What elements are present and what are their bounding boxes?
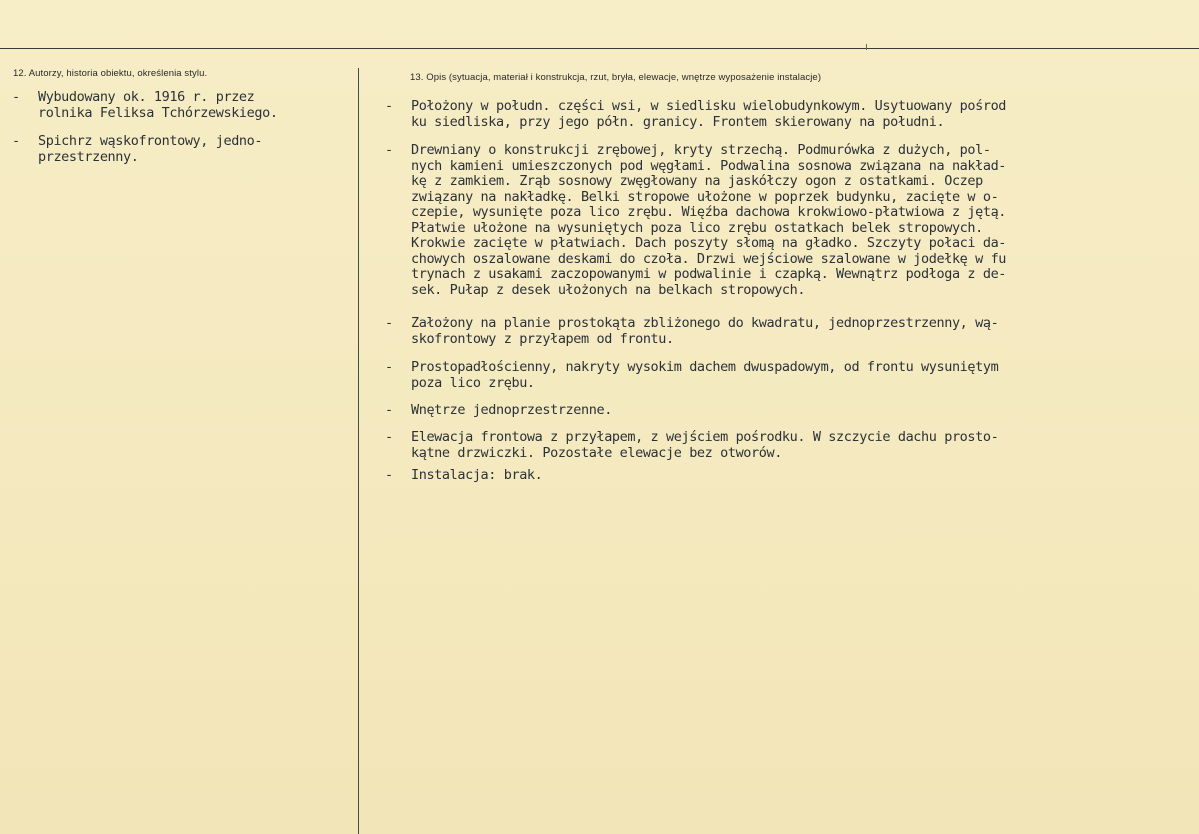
bullet-dash: - bbox=[385, 98, 393, 114]
right-list-item bbox=[385, 316, 998, 347]
item-text: Elewacja frontowa z przyłapem, z wejściem pośrodku. W szczycie dachu prosto- kątne drzwiczki. Pozostałe elewacje bez otworów. bbox=[411, 429, 999, 461]
bullet-dash: - bbox=[385, 315, 393, 331]
section-13-label: 13. Opis (sytuacja, materiał i konstrukcja, rzut, bryła, elewacje, wnętrze wyposażenie instalacje) bbox=[410, 72, 822, 83]
pencil-mark bbox=[866, 44, 867, 50]
right-list-item bbox=[385, 99, 1006, 130]
right-list-item bbox=[385, 360, 998, 391]
item-text: Instalacja: brak. bbox=[411, 467, 543, 483]
left-list-item bbox=[12, 90, 278, 121]
item-text: Założony na planie prostokąta zbliżonego do kwadratu, jednoprzestrzenny, wą- skofrontowy z przyłapem od frontu. bbox=[411, 315, 999, 347]
item-text: Wybudowany ok. 1916 r. przez rolnika Feliksa Tchórzewskiego. bbox=[38, 89, 278, 121]
right-list-item bbox=[385, 403, 612, 419]
right-list-item bbox=[385, 430, 998, 461]
column-divider bbox=[358, 68, 359, 834]
bullet-dash: - bbox=[385, 402, 393, 418]
top-rule bbox=[0, 48, 1199, 49]
item-text: Prostopadłościenny, nakryty wysokim dachem dwuspadowym, od frontu wysuniętym poza lico zrębu. bbox=[411, 359, 999, 391]
right-list-item bbox=[385, 468, 542, 484]
item-text: Spichrz wąskofrontowy, jedno- przestrzenny. bbox=[38, 133, 263, 165]
bullet-dash: - bbox=[385, 142, 393, 158]
bullet-dash: - bbox=[12, 133, 20, 149]
left-list-item bbox=[12, 134, 262, 165]
bullet-dash: - bbox=[385, 359, 393, 375]
item-text: Wnętrze jednoprzestrzenne. bbox=[411, 402, 612, 418]
bullet-dash: - bbox=[12, 89, 20, 105]
bullet-dash: - bbox=[385, 467, 393, 483]
item-text: Drewniany o konstrukcji zrębowej, kryty strzechą. Podmurówka z dużych, pol- nych kamieni umieszczonych pod węgłami. Podwalina sosnowa związana na nakład- kę z zamkiem. Zrąb sosnowy zwęgłowany na jaskółczy ogon z ostatkami. Oczep związany na nakładkę. Belki stropowe ułożone w poprzek budynku, zacięte w o- czepie, wysunięte poza lico zrębu. Więźba dachowa krokwiowo-płatwiowa z jętą. Płatwie ułożone na wysuniętych poza lico zrębu ostatkach belek stropowych. Krokwie zacięte w płatwiach. Dach poszyty słomą na gładko. Szczyty połaci da- chowych oszalowane deskami do czoła. Drzwi wejściowe szalowane w jodełkę w fu trynach z usakami zaczopowanymi w podwalinie i czapką. Wewnątrz podłoga z de- sek. Pułap z desek ułożonych na belkach stropowych. bbox=[411, 142, 1007, 298]
section-12-label: 12. Autorzy, historia obiektu, określenia stylu. bbox=[13, 68, 208, 79]
item-text: Położony w połudn. części wsi, w siedlisku wielobudynkowym. Usytuowany pośrod ku siedliska, przy jego półn. granicy. Frontem skierowany na południ. bbox=[411, 98, 1007, 130]
right-list-item bbox=[385, 143, 1006, 298]
bullet-dash: - bbox=[385, 429, 393, 445]
